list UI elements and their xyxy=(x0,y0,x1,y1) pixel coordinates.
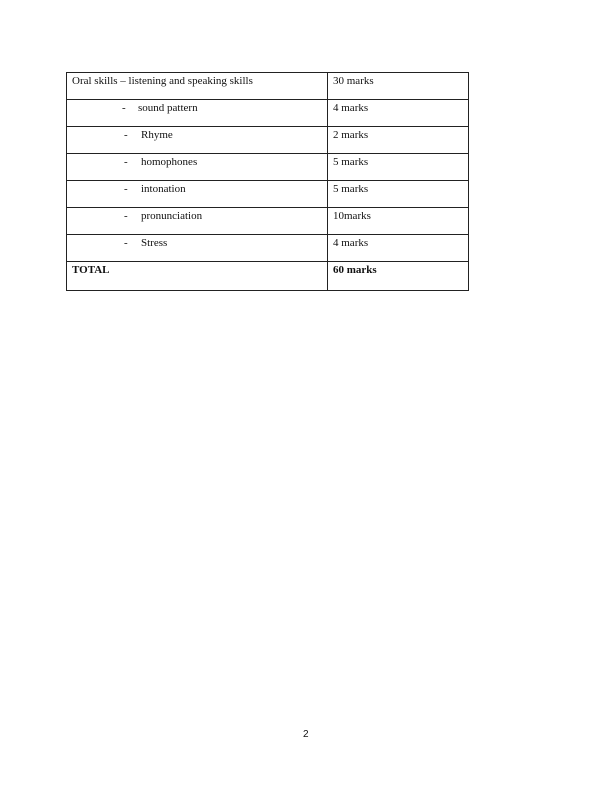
marks-table xyxy=(66,72,469,291)
item-label: intonation xyxy=(141,183,186,195)
section-marks: 30 marks xyxy=(328,73,469,100)
table-row xyxy=(67,154,469,181)
table-row xyxy=(67,100,469,127)
table-row xyxy=(67,127,469,154)
table-row xyxy=(67,73,469,100)
bullet-dash: - xyxy=(124,183,128,195)
item-label: pronunciation xyxy=(141,210,203,222)
section-label: Oral skills – listening and speaking skills xyxy=(67,73,328,100)
table-row xyxy=(67,181,469,208)
bullet-dash: - xyxy=(124,210,128,222)
item-marks: 10marks xyxy=(328,208,469,235)
page-number: 2 xyxy=(303,729,309,740)
table-row xyxy=(67,208,469,235)
bullet-dash: - xyxy=(122,102,126,114)
item-marks: 5 marks xyxy=(328,181,469,208)
total-label: TOTAL xyxy=(67,262,328,291)
item-label: homophones xyxy=(141,156,198,168)
item-label: sound pattern xyxy=(138,102,198,114)
total-row xyxy=(67,262,469,291)
item-marks: 4 marks xyxy=(328,100,469,127)
bullet-dash: - xyxy=(124,237,128,249)
item-marks: 4 marks xyxy=(328,235,469,262)
item-label: Stress xyxy=(141,237,168,249)
item-label: Rhyme xyxy=(141,129,173,141)
item-marks: 5 marks xyxy=(328,154,469,181)
bullet-dash: - xyxy=(124,129,128,141)
bullet-dash: - xyxy=(124,156,128,168)
total-marks: 60 marks xyxy=(328,262,469,291)
table-row xyxy=(67,235,469,262)
item-marks: 2 marks xyxy=(328,127,469,154)
